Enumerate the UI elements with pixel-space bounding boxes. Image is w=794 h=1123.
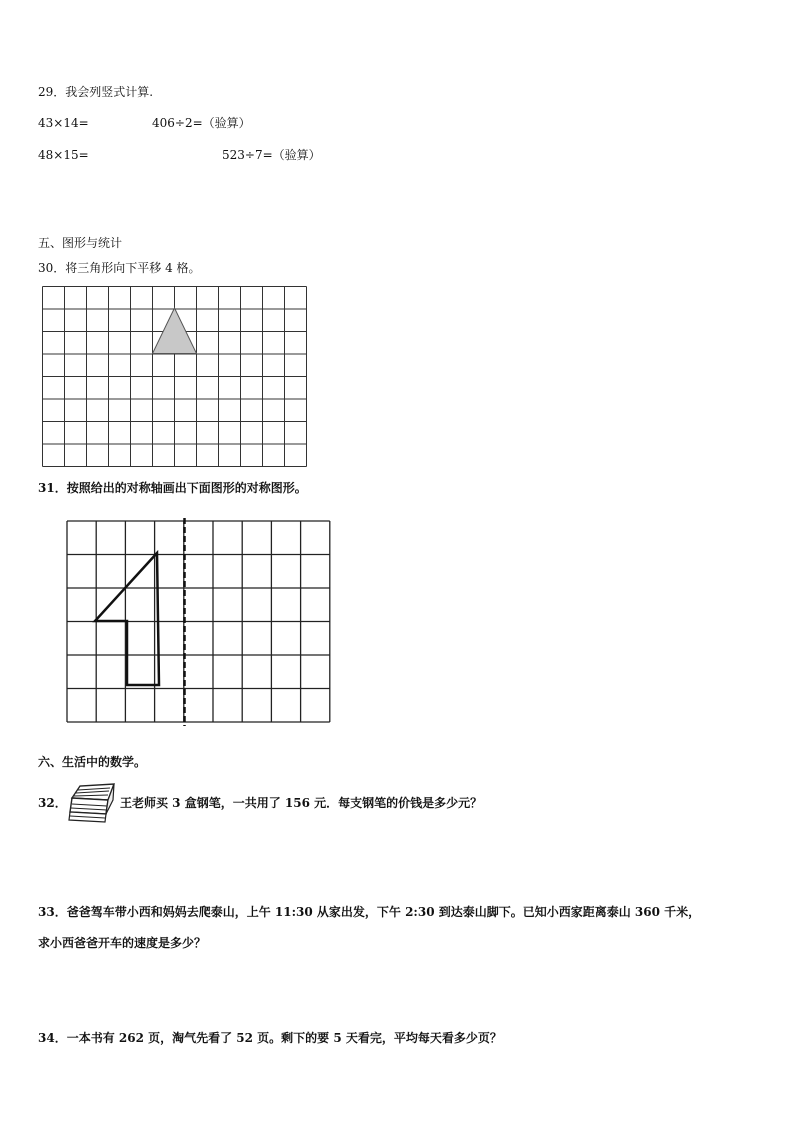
- q31-title: 31．按照给出的对称轴画出下面图形的对称图形。: [38, 481, 307, 495]
- q29-expression-2: 406÷2=（验算）: [152, 116, 251, 130]
- q29-expression-4: 523÷7=（验算）: [222, 148, 321, 162]
- q29-title: 29．我会列竖式计算.: [38, 85, 154, 99]
- q29-expression-1: 43×14=: [38, 116, 89, 130]
- section-5-title: 五、图形与统计: [38, 236, 123, 250]
- q30-grid: [42, 286, 308, 470]
- triangle-shape: [153, 308, 197, 354]
- q32-number: 32．: [38, 796, 67, 810]
- q32-text: 王老师买 3 盒钢笔，一共用了 156 元．每支钢笔的价钱是多少元？: [120, 796, 483, 810]
- q34-text: 34．一本书有 262 页，淘气先看了 52 页。剩下的要 5 天看完，平均每天看多少页？: [38, 1031, 502, 1045]
- pen-box-icon: [66, 780, 118, 828]
- figure-four-shape: [95, 553, 159, 685]
- q31-grid: [66, 518, 334, 728]
- q33-line-2: 求小西爸爸开车的速度是多少？: [38, 936, 207, 950]
- q29-expression-3: 48×15=: [38, 148, 89, 162]
- section-6-title: 六、生活中的数学。: [38, 755, 147, 769]
- q30-title: 30．将三角形向下平移 4 格。: [38, 261, 201, 275]
- q33-line-1: 33．爸爸驾车带小西和妈妈去爬泰山，上午 11:30 从家出发，下午 2:30 到达泰山脚下。已知小西家距离泰山 360 千米，: [38, 905, 701, 919]
